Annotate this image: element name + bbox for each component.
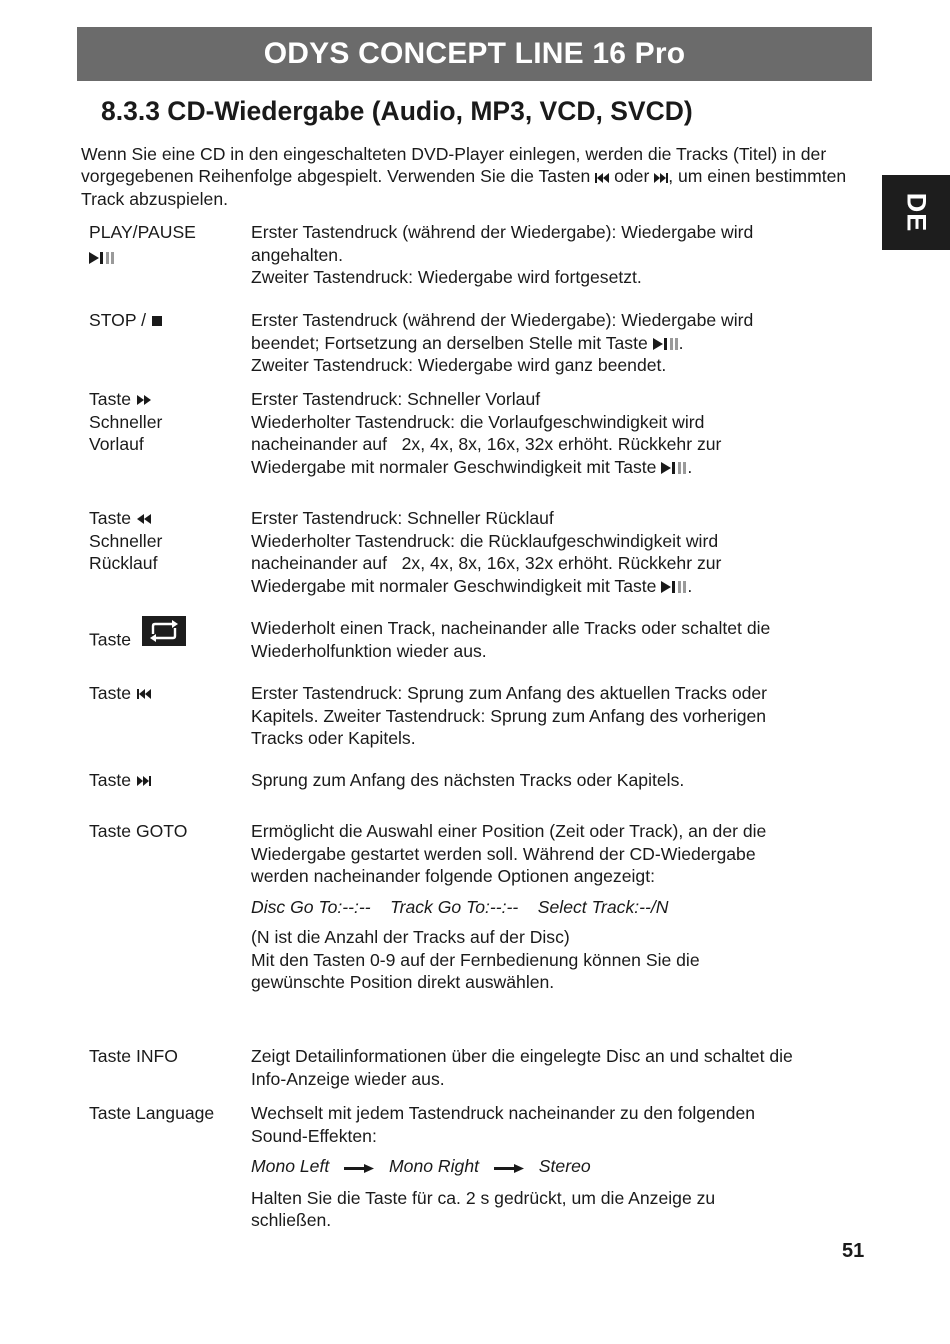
next-label-block bbox=[89, 769, 152, 792]
language-modes bbox=[251, 1155, 796, 1179]
fast-forward-label: Taste bbox=[89, 389, 132, 409]
info-desc: Zeigt Detailinformationen über die eingelegte Disc an und schaltet die Info-Anzeige wieder aus. bbox=[251, 1046, 793, 1089]
language-desc-1: Wechselt mit jedem Tastendruck nacheinander zu den folgenden Sound-Effekten: bbox=[251, 1103, 756, 1146]
next-label: Taste bbox=[89, 770, 132, 790]
language-desc-2: Halten Sie die Taste für ca. 2 s gedrückt, um die Anzeige zu schließen. bbox=[251, 1187, 716, 1231]
next-description bbox=[251, 769, 796, 792]
repeat-desc: Wiederholt einen Track, nacheinander alle Tracks oder schaltet die Wiederholfunktion wieder aus. bbox=[251, 618, 771, 661]
rewind-desc-2-end: . bbox=[687, 575, 693, 596]
previous-label-block bbox=[89, 682, 152, 705]
rewind-label-block bbox=[89, 507, 162, 575]
stop-desc-1-text: Erster Tastendruck (während der Wiedergabe): Wiedergabe wird beendet; Fortsetzung an derselben Stelle mit Taste bbox=[251, 310, 754, 353]
info-label: Taste INFO bbox=[89, 1046, 178, 1066]
play-pause-icon bbox=[89, 251, 115, 265]
play-pause-icon bbox=[653, 337, 679, 351]
next-desc: Sprung zum Anfang des nächsten Tracks oder Kapitels. bbox=[251, 770, 685, 790]
play-pause-desc-2: Zweiter Tastendruck: Wiedergabe wird fortgesetzt. bbox=[251, 267, 642, 287]
goto-desc-2: (N ist die Anzahl der Tracks auf der Disc) bbox=[251, 927, 570, 947]
play-pause-label: PLAY/PAUSE bbox=[89, 222, 196, 242]
play-pause-label-block bbox=[89, 221, 196, 268]
rewind-label: Taste bbox=[89, 508, 132, 528]
fast-forward-desc-2-text: Wiederholter Tastendruck: die Vorlaufgeschwindigkeit wird nacheinander auf 2x, 4x, 8x, 16x, 32x erhöht. Rückkehr zur Wiedergabe mit normaler Geschwindigkeit mit Taste bbox=[251, 411, 727, 477]
fast-forward-label-block bbox=[89, 388, 162, 456]
play-pause-desc-1: Erster Tastendruck (während der Wiedergabe): Wiedergabe wird angehalten. bbox=[251, 222, 754, 265]
goto-label: Taste GOTO bbox=[89, 821, 188, 841]
stop-label-block bbox=[89, 309, 163, 332]
language-description bbox=[251, 1102, 796, 1232]
stop-desc-1 bbox=[251, 309, 796, 354]
mode-stereo: Stereo bbox=[538, 1156, 591, 1176]
skip-next-icon bbox=[136, 775, 152, 787]
section-title: 8.3.3 CD-Wiedergabe (Audio, MP3, VCD, SVCD) bbox=[101, 96, 693, 126]
intro-text-part2: oder bbox=[614, 166, 650, 187]
play-pause-description bbox=[251, 221, 796, 289]
language-tab-label: DE bbox=[901, 192, 932, 233]
goto-desc-1: Ermöglicht die Auswahl einer Position (Zeit oder Track), an der die Wiedergabe gestartet werden soll. Während der CD-Wiedergabe werden nacheinander folgende Optionen angezeigt: bbox=[251, 821, 767, 886]
previous-label: Taste bbox=[89, 683, 132, 703]
rewind-desc-1: Erster Tastendruck: Schneller Rücklauf bbox=[251, 508, 554, 528]
previous-description bbox=[251, 682, 796, 750]
rewind-desc-2-text: Wiederholter Tastendruck: die Rücklaufgeschwindigkeit wird nacheinander auf 2x, 4x, 8x, 16x, 32x erhöht. Rückkehr zur Wiedergabe mit normaler Geschwindigkeit mit Taste bbox=[251, 530, 727, 596]
goto-options bbox=[251, 896, 796, 919]
repeat-label-block bbox=[89, 616, 186, 651]
fast-forward-label-3: Vorlauf bbox=[89, 434, 144, 454]
fast-forward-label-2: Schneller bbox=[89, 411, 163, 432]
previous-desc: Erster Tastendruck: Sprung zum Anfang des aktuellen Tracks oder Kapitels. Zweiter Tastendruck: Sprung zum Anfang des vorherigen Tracks oder Kapitels. bbox=[251, 683, 768, 748]
stop-label: STOP / bbox=[89, 310, 147, 330]
fast-forward-desc-1: Erster Tastendruck: Schneller Vorlauf bbox=[251, 389, 541, 409]
page-number: 51 bbox=[842, 1240, 865, 1262]
goto-option-disc: Disc Go To:--:-- bbox=[251, 896, 371, 917]
fast-forward-icon bbox=[136, 394, 152, 406]
goto-option-track: Track Go To:--:-- bbox=[390, 896, 519, 917]
arrow-right-icon bbox=[344, 1156, 374, 1179]
stop-desc-2: Zweiter Tastendruck: Wiedergabe wird ganz beendet. bbox=[251, 355, 667, 375]
repeat-label: Taste bbox=[89, 629, 132, 650]
play-pause-icon bbox=[661, 461, 687, 475]
fast-forward-desc-2-end: . bbox=[687, 456, 693, 477]
stop-description bbox=[251, 309, 796, 377]
language-label: Taste Language bbox=[89, 1103, 215, 1123]
fast-forward-desc-2 bbox=[251, 411, 796, 479]
rewind-description bbox=[251, 507, 796, 597]
rewind-label-3: Rücklauf bbox=[89, 553, 158, 573]
fast-forward-description bbox=[251, 388, 796, 478]
goto-option-select: Select Track:--/N bbox=[537, 896, 669, 917]
document-title: ODYS CONCEPT LINE 16 Pro bbox=[263, 37, 686, 70]
arrow-right-icon bbox=[494, 1156, 524, 1179]
skip-previous-icon bbox=[136, 688, 152, 700]
intro-text-part1: Wenn Sie eine CD in den eingeschalteten DVD-Player einlegen, werden die Tracks (Titel) in der vorgegebenen Reihenfolge abgespielt. Verwenden Sie die Tasten bbox=[81, 144, 827, 187]
intro-text-part3: , um einen bestimmten Track abzuspielen. bbox=[81, 166, 847, 209]
rewind-desc-2 bbox=[251, 530, 796, 598]
mode-mono-left: Mono Left bbox=[251, 1156, 330, 1176]
goto-desc-3: Mit den Tasten 0-9 auf der Fernbedienung können Sie die gewünschte Position direkt auswählen. bbox=[251, 949, 700, 992]
stop-desc-1-end: . bbox=[678, 332, 684, 353]
goto-description bbox=[251, 820, 796, 994]
info-description bbox=[251, 1045, 796, 1090]
stop-icon bbox=[151, 315, 163, 327]
rewind-label-2: Schneller bbox=[89, 530, 163, 551]
mode-mono-right: Mono Right bbox=[389, 1156, 480, 1176]
rewind-icon bbox=[136, 513, 152, 525]
play-pause-icon bbox=[661, 580, 687, 594]
repeat-description bbox=[251, 617, 796, 662]
repeat-icon bbox=[142, 616, 186, 646]
